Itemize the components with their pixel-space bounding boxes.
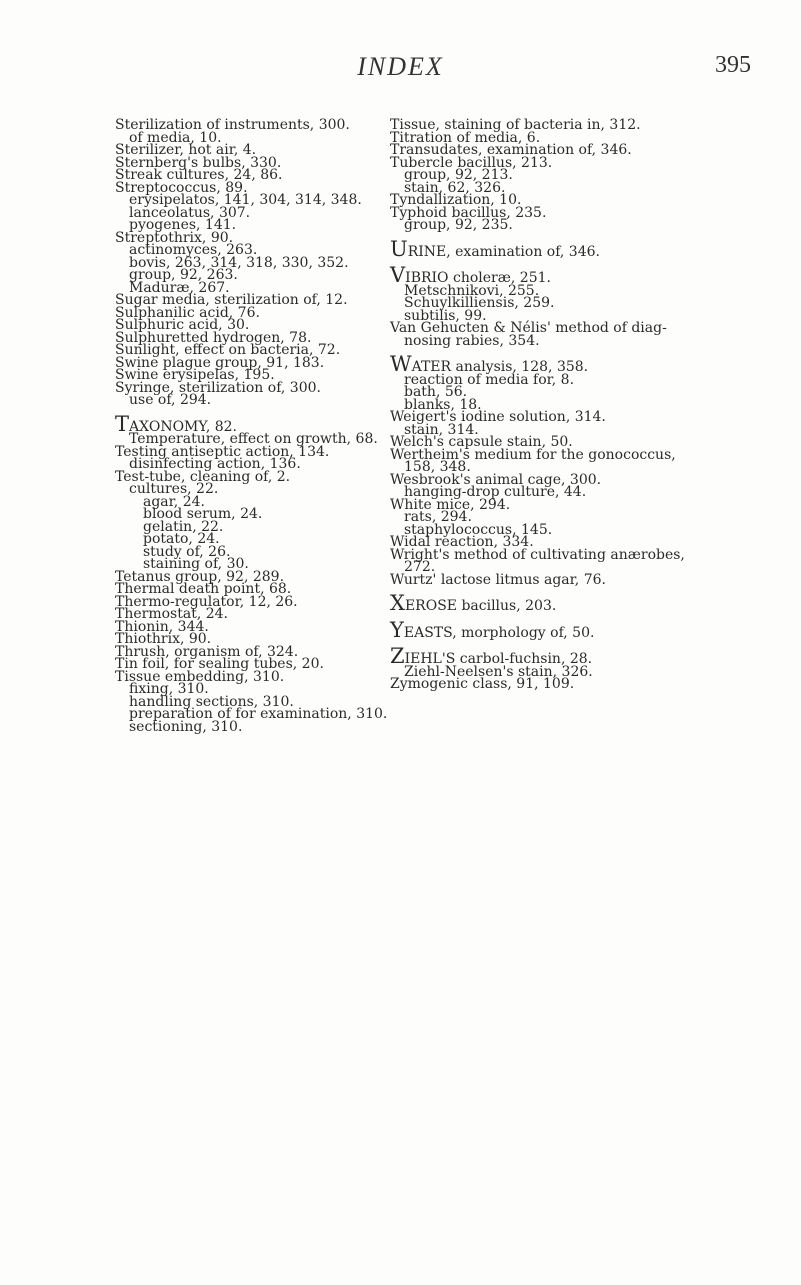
entry-text: Test-tube, cleaning of, 2. — [115, 468, 291, 485]
entry-text: disinfecting action, 136. — [129, 456, 301, 472]
entry-text: Streak cultures, 24, 86. — [115, 167, 283, 183]
index-letter-heading-entry — [390, 236, 710, 261]
entry-text: Sterilization of instruments, 300. — [115, 117, 350, 133]
entry-text: Testing antiseptic action, 134. — [115, 443, 330, 460]
entry-text: blood serum, 24. — [143, 506, 263, 522]
entry-text: Tissue embedding, 310. — [115, 668, 285, 685]
entry-text: Tubercle bacillus, 213. — [390, 154, 553, 171]
entry-text: sectioning, 310. — [129, 718, 243, 735]
entry-text: Typhoid bacillus, 235. — [390, 204, 547, 221]
entry-text: bath, 56. — [404, 384, 468, 400]
entry-text: subtilis, 99. — [404, 307, 487, 324]
entry-text: use of, 294. — [129, 392, 212, 408]
entry-text: IBRIO choleræ, 251. — [405, 270, 551, 286]
index-subentry — [115, 718, 415, 735]
index-entry — [390, 571, 710, 588]
entry-text: Tissue, staining of bacteria in, 312. — [390, 117, 641, 133]
entry-text: RINE, examination of, 346. — [407, 243, 600, 260]
entry-text: Syringe, sterilization of, 300. — [115, 379, 321, 396]
entry-text: Thermostat, 24. — [115, 606, 228, 622]
entry-text: Sulphuric acid, 30. — [115, 317, 250, 333]
section-initial-letter: Z — [390, 644, 405, 668]
letter-section-gap — [115, 407, 415, 418]
entry-text: 272. — [404, 559, 436, 575]
entry-text: Swine erysipelas, 195. — [115, 367, 275, 383]
section-initial-letter: V — [390, 263, 406, 287]
entry-text: rats, 294. — [404, 509, 472, 525]
entry-text: Weigert's iodine solution, 314. — [390, 409, 606, 425]
entry-text: cultures, 22. — [129, 481, 219, 497]
letter-section-gap — [390, 347, 710, 358]
entry-text: AXONOMY, 82. — [129, 418, 237, 435]
entry-text: Wright's method of cultivating anærobes, — [390, 546, 685, 563]
entry-text: Maduræ, 267. — [129, 279, 230, 296]
entry-text: Welch's capsule stain, 50. — [390, 434, 573, 450]
entry-text: handling sections, 310. — [129, 693, 294, 710]
index-column-left — [115, 119, 415, 733]
entry-text: Sunlight, effect on bacteria, 72. — [115, 342, 341, 358]
index-letter-heading-entry — [390, 591, 710, 615]
entry-text: Wertheim's medium for the gonococcus, — [390, 446, 676, 463]
entry-text: stain, 314. — [404, 421, 479, 438]
section-initial-letter: W — [390, 352, 412, 376]
entry-text: Titration of media, 6. — [390, 129, 541, 146]
entry-text: Sugar media, sterilization of, 12. — [115, 292, 348, 308]
letter-section-gap — [390, 232, 710, 243]
entry-text: Thermal death point, 68. — [115, 581, 292, 597]
section-initial-letter: T — [115, 411, 130, 436]
index-subentry — [390, 219, 710, 232]
entry-text: Thionin, 344. — [115, 618, 209, 635]
entry-text: gelatin, 22. — [143, 518, 224, 535]
entry-text: erysipelatos, 141, 304, 314, 348. — [129, 192, 362, 208]
entry-text: hanging-drop culture, 44. — [404, 484, 587, 500]
entry-text: agar, 24. — [143, 493, 205, 510]
entry-text: Sterilizer, hot air, 4. — [115, 142, 257, 158]
entry-text: group, 92, 213. — [404, 167, 513, 183]
entry-text: 158, 348. — [404, 459, 471, 475]
entry-text: Transudates, examination of, 346. — [390, 142, 632, 158]
entry-text: Sulphuretted hydrogen, 78. — [115, 329, 312, 346]
entry-text: Swine plague group, 91, 183. — [115, 354, 325, 371]
entry-text: Streptothrix, 90. — [115, 229, 234, 246]
entry-text: lanceolatus, 307. — [129, 204, 251, 221]
page-title: INDEX — [357, 52, 444, 81]
entry-text: potato, 24. — [143, 531, 220, 547]
index-subentry — [390, 332, 710, 349]
letter-section-gap — [390, 613, 710, 624]
entry-text: Thrush, organism of, 324. — [115, 643, 299, 660]
entry-text: preparation of for examination, 310. — [129, 706, 388, 722]
entry-text: actinomyces, 263. — [129, 242, 258, 258]
entry-text: ATER analysis, 128, 358. — [411, 359, 589, 375]
index-entry — [390, 678, 710, 691]
entry-text: stain, 62, 326. — [404, 179, 506, 196]
entry-text: blanks, 18. — [404, 396, 482, 413]
entry-text: reaction of media for, 8. — [404, 371, 575, 388]
entry-text: Metschnikovi, 255. — [404, 282, 540, 299]
entry-text: Zymogenic class, 91, 109. — [390, 676, 575, 692]
entry-text: IEHL'S carbol-fuchsin, 28. — [404, 651, 593, 667]
entry-text: group, 92, 263. — [129, 267, 238, 283]
entry-text: Ziehl-Neelsen's stain, 326. — [404, 663, 593, 680]
entry-text: staphylococcus, 145. — [404, 521, 553, 538]
entry-text: study of, 26. — [143, 543, 231, 560]
entry-text: pyogenes, 141. — [129, 217, 237, 233]
index-entry — [390, 546, 710, 563]
letter-section-gap — [390, 586, 710, 597]
index-column-right — [390, 119, 710, 691]
page-number: 395 — [715, 52, 751, 78]
section-initial-letter: U — [390, 236, 408, 261]
entry-text: Sulphanilic acid, 76. — [115, 304, 260, 321]
entry-text: EASTS, morphology of, 50. — [403, 624, 595, 641]
entry-text: Temperature, effect on growth, 68. — [129, 431, 378, 447]
entry-text: White mice, 294. — [390, 496, 511, 513]
entry-text: group, 92, 235. — [404, 217, 513, 233]
entry-text: Sternberg's bulbs, 330. — [115, 154, 282, 171]
entry-text: nosing rabies, 354. — [404, 332, 540, 349]
entry-text: Tetanus group, 92, 289. — [115, 568, 285, 585]
entry-text: EROSE bacillus, 203. — [404, 598, 557, 614]
entry-text: Van Gehucten & Nélis' method of diag- — [390, 320, 667, 336]
entry-text: Tin foil, for sealing tubes, 20. — [115, 656, 324, 672]
section-initial-letter: X — [390, 591, 405, 615]
section-initial-letter: Y — [390, 617, 404, 642]
entry-text: fixing, 310. — [129, 681, 209, 697]
entry-text: staining of, 30. — [143, 556, 249, 572]
entry-text: Wesbrook's animal cage, 300. — [390, 471, 602, 488]
entry-text: of media, 10. — [129, 129, 222, 146]
entry-text: Wurtz' lactose litmus agar, 76. — [390, 571, 606, 588]
entry-text: Streptococcus, 89. — [115, 179, 248, 196]
index-subentry — [115, 394, 415, 407]
entry-text: Thermo-regulator, 12, 26. — [115, 593, 298, 610]
entry-text: Schuylkilliensis, 259. — [404, 295, 555, 311]
index-letter-heading-entry — [390, 617, 710, 642]
entry-text: bovis, 263, 314, 318, 330, 352. — [129, 254, 349, 271]
entry-text: Thiothrix, 90. — [115, 631, 212, 647]
entry-text: Tyndallization, 10. — [390, 192, 522, 208]
entry-text: Widal reaction, 334. — [390, 534, 534, 550]
